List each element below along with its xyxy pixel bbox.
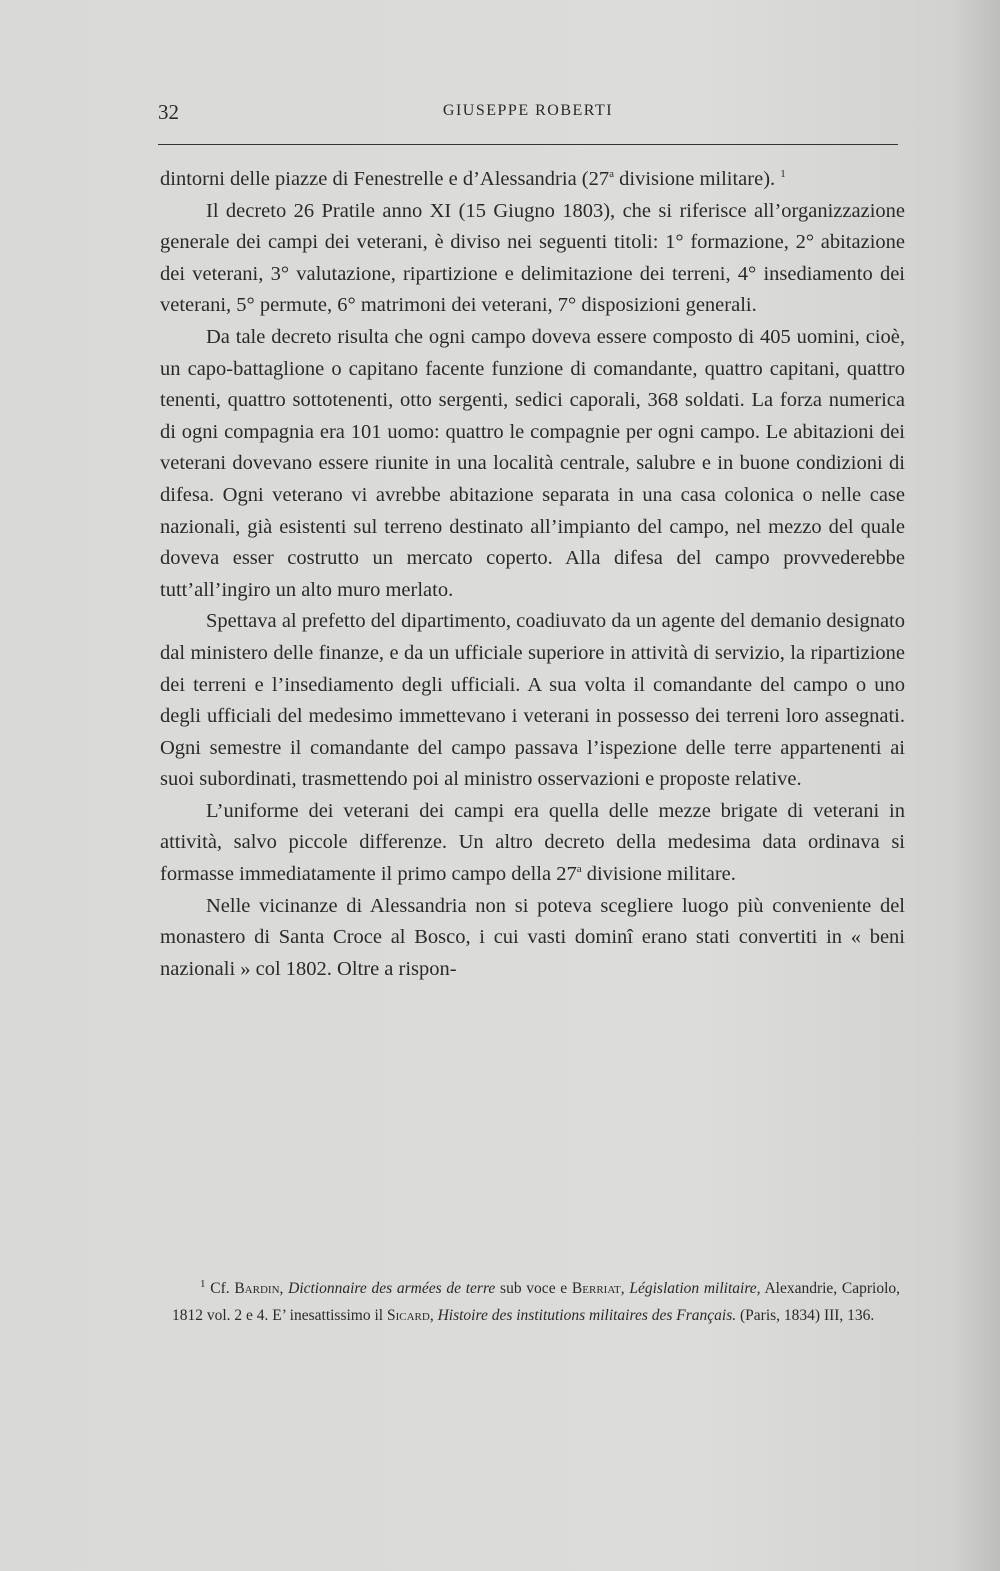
ordinal-sup: a <box>609 168 615 181</box>
header-rule <box>158 144 898 145</box>
body-text <box>160 164 905 985</box>
running-head: GIUSEPPE ROBERTI <box>442 102 614 119</box>
paragraph-3: Da tale decreto risulta che ogni campo doveva essere composto di 405 uomini, cioè, un capo-battaglione o capitano facente funzione di comandante, quattro capitani, quattro tenenti, quattro sottotenenti, otto sergenti, sedici caporali, 368 soldati. La forza numerica di ogni compagnia era 101 uomo: quattro le compagnie per ogni campo. Le abitazioni dei veterani dovevano essere riunite in una località centrale, salubre e in buone condizioni di difesa. Ogni veterano vi avrebbe abitazione separata in una casa colonica o nelle case nazionali, già esistenti sul terreno destinato all’impianto del campo, nel mezzo del quale doveva esser costrutto un mercato coperto. Alla difesa del campo provvederebbe tutt’all’ingiro un alto muro merlato. <box>160 325 905 601</box>
author-bardin: Bardin <box>234 1280 280 1297</box>
paragraph-2: Il decreto 26 Pratile anno XI (15 Giugno 1803), che si riferisce all’organizzazione generale dei campi dei veterani, è diviso nei seguenti titoli: 1° formazione, 2° abitazione dei veterani, 3° valutazione, ripartizione e delimitazione dei terreni, 4° insediamento dei veterani, 5° permute, 6° matrimoni dei veterani, 7° disposizioni generali. <box>160 199 905 317</box>
footnote-ref: 1 <box>780 168 786 181</box>
footnote-1: $^1$ Cf. Bardin, Dictionnaire des armées de terre sub voce e Berriat, Législation militaire, Alexandrie, Capriolo, 1812 vol. 2 e 4. E’ inesattissimo il Sicard, Histoire des institutions militaires des Français. (Paris, 1834) III, 136. <box>172 1277 901 1324</box>
paragraph-4: Spettava al prefetto del dipartimento, coadiuvato da un agente del demanio designato dal ministero delle finanze, e da un ufficiale superiore in attività di servizio, la ripartizione dei terreni e l’insediamento degli ufficiali. A sua volta il comandante del campo o uno degli ufficiali del medesimo immettevano i veterani in possesso dei terreni loro assegnati. Ogni semestre il comandante del campo passava l’ispezione delle terre appartenenti ai suoi subordinati, trasmettendo poi al ministro osservazioni e proposte relative. <box>160 610 905 791</box>
page-header <box>158 100 898 130</box>
author-sicard: Sicard <box>386 1307 430 1324</box>
paragraph-5: L’uniforme dei veterani dei campi era quella delle mezze brigate di veterani in attività, salvo piccole differenze. Un altro decreto della medesima data ordinava si formasse immediatamente il primo campo della 27$^a$ divisione militare. <box>160 799 905 886</box>
footnote-marker: 1 <box>200 1277 206 1290</box>
title-dictionnaire: Dictionnaire des armées de terre <box>288 1280 496 1297</box>
footnotes <box>172 1275 900 1329</box>
ordinal-sup: a <box>576 863 582 876</box>
page-number: 32 <box>158 100 179 124</box>
title-legislation: Législation militaire, <box>629 1280 761 1297</box>
paragraph-1: dintorni delle piazze di Fenestrelle e d’Alessandria (27$^a$ divisione militare). $^1$ <box>160 168 786 190</box>
paragraph-6: Nelle vicinanze di Alessandria non si poteva scegliere luogo più conveniente del monastero di Santa Croce al Bosco, i cui vasti dominî erano stati convertiti in « beni nazionali » col 1802. Oltre a rispon- <box>160 894 905 980</box>
author-berriat: Berriat <box>571 1280 621 1297</box>
title-histoire: Histoire des institutions militaires des Français. <box>437 1307 737 1324</box>
